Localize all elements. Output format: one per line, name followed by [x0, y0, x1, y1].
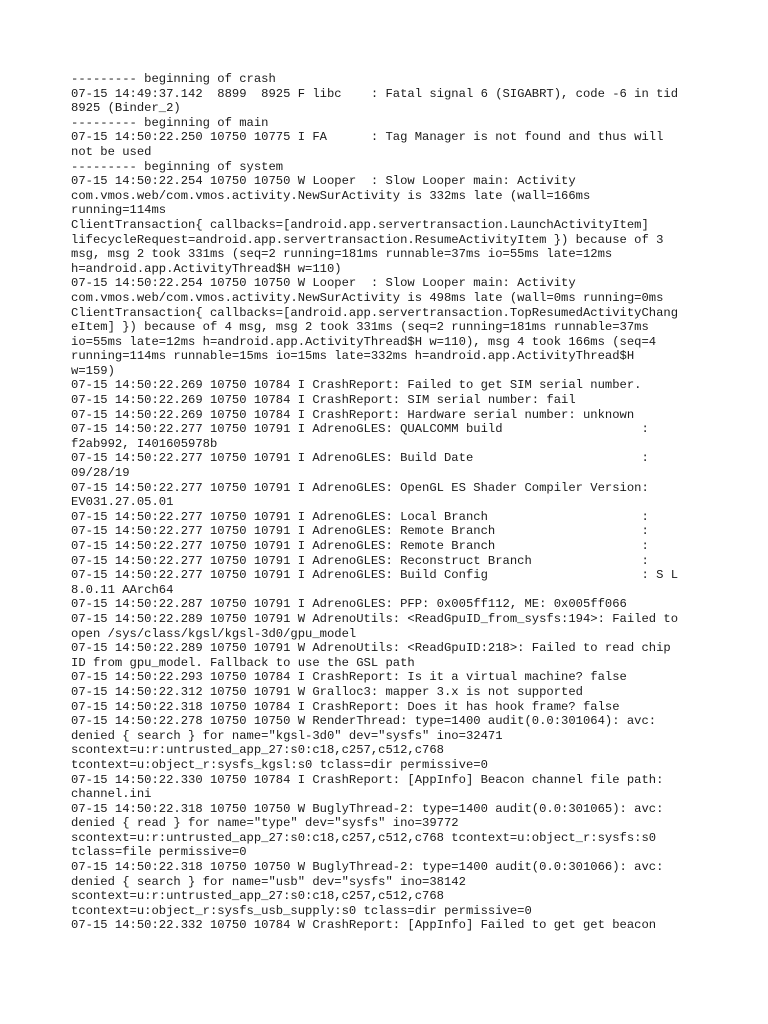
- log-line: 07-15 14:50:22.277 10750 10791 I AdrenoGLES: OpenGL ES Shader Compiler Version:: [71, 480, 649, 495]
- log-line: not be used: [71, 144, 152, 159]
- log-line: 07-15 14:50:22.277 10750 10791 I AdrenoGLES: Local Branch :: [71, 509, 649, 524]
- log-line: tcontext=u:object_r:sysfs_usb_supply:s0 tclass=dir permissive=0: [71, 903, 532, 918]
- log-line: 07-15 14:50:22.287 10750 10791 I AdrenoGLES: PFP: 0x005ff112, ME: 0x005ff066: [71, 597, 627, 612]
- log-line: 07-15 14:50:22.269 10750 10784 I CrashReport: Hardware serial number: unknown: [71, 407, 635, 422]
- log-line: 07-15 14:50:22.254 10750 10750 W Looper : Slow Looper main: Activity: [71, 174, 576, 189]
- log-line: --------- beginning of crash: [71, 72, 276, 86]
- log-line: running=114ms runnable=15ms io=15ms late=332ms h=android.app.ActivityThread$H: [71, 349, 635, 364]
- log-line: 8.0.11 AArch64: [71, 582, 174, 597]
- log-line: 07-15 14:50:22.318 10750 10750 W BuglyThread-2: type=1400 audit(0.0:301065): avc:: [71, 801, 664, 816]
- log-line: 07-15 14:50:22.250 10750 10775 I FA : Tag Manager is not found and thus will: [71, 130, 664, 145]
- log-line: com.vmos.web/com.vmos.activity.NewSurActivity is 498ms late (wall=0ms running=0ms: [71, 290, 664, 305]
- log-line: tclass=file permissive=0: [71, 845, 247, 860]
- log-line: 07-15 14:50:22.277 10750 10791 I AdrenoGLES: Reconstruct Branch :: [71, 553, 649, 568]
- log-line: 09/28/19: [71, 466, 130, 481]
- log-line: ID from gpu_model. Fallback to use the GSL path: [71, 655, 415, 670]
- log-line: 07-15 14:50:22.277 10750 10791 I AdrenoGLES: Remote Branch :: [71, 539, 649, 553]
- log-line: denied { read } for name="type" dev="sysfs" ino=39772: [71, 816, 459, 831]
- log-line: 07-15 14:50:22.277 10750 10791 I AdrenoGLES: Build Config : S L: [71, 568, 679, 583]
- log-line: 07-15 14:50:22.278 10750 10750 W RenderThread: type=1400 audit(0.0:301064): avc:: [71, 714, 657, 729]
- log-line: EV031.27.05.01: [71, 495, 174, 510]
- log-line: denied { search } for name="usb" dev="sysfs" ino=38142: [71, 874, 466, 889]
- log-line: channel.ini: [71, 787, 152, 802]
- log-text: [71, 72, 703, 933]
- log-line: scontext=u:r:untrusted_app_27:s0:c18,c257,c512,c768 tcontext=u:object_r:sysfs:s0: [71, 830, 657, 845]
- log-line: 07-15 14:49:37.142 8899 8925 F libc : Fatal signal 6 (SIGABRT), code -6 in tid: [71, 86, 679, 101]
- log-line: ClientTransaction{ callbacks=[android.app.servertransaction.TopResumedActivityChang: [71, 305, 679, 320]
- log-line: 07-15 14:50:22.289 10750 10791 W AdrenoUtils: <ReadGpuID:218>: Failed to read chip: [71, 641, 671, 656]
- log-line: msg, msg 2 took 331ms (seq=2 running=181ms runnable=37ms io=55ms late=12ms: [71, 247, 613, 262]
- log-line: 07-15 14:50:22.293 10750 10784 I CrashReport: Is it a virtual machine? false: [71, 670, 627, 685]
- log-line: 07-15 14:50:22.277 10750 10791 I AdrenoGLES: QUALCOMM build :: [71, 422, 649, 437]
- log-line: io=55ms late=12ms h=android.app.ActivityThread$H w=110), msg 4 took 166ms (seq=4: [71, 334, 657, 349]
- log-line: scontext=u:r:untrusted_app_27:s0:c18,c257,c512,c768: [71, 889, 444, 904]
- log-line: 07-15 14:50:22.289 10750 10791 W AdrenoUtils: <ReadGpuID_from_sysfs:194>: Failed to: [71, 611, 679, 626]
- log-line: com.vmos.web/com.vmos.activity.NewSurActivity is 332ms late (wall=166ms: [71, 188, 591, 203]
- log-line: 07-15 14:50:22.254 10750 10750 W Looper : Slow Looper main: Activity: [71, 276, 576, 291]
- log-line: h=android.app.ActivityThread$H w=110): [71, 261, 342, 276]
- log-line: open /sys/class/kgsl/kgsl-3d0/gpu_model: [71, 626, 357, 641]
- log-line: 07-15 14:50:22.330 10750 10784 I CrashReport: [AppInfo] Beacon channel file path:: [71, 772, 664, 787]
- log-line: --------- beginning of main: [71, 115, 269, 130]
- log-line: tcontext=u:object_r:sysfs_kgsl:s0 tclass=dir permissive=0: [71, 757, 488, 772]
- log-line: denied { search } for name="kgsl-3d0" dev="sysfs" ino=32471: [71, 728, 503, 743]
- log-line: 07-15 14:50:22.332 10750 10784 W CrashReport: [AppInfo] Failed to get get beacon: [71, 918, 657, 933]
- log-line: 07-15 14:50:22.318 10750 10750 W BuglyThread-2: type=1400 audit(0.0:301066): avc:: [71, 860, 664, 875]
- log-line: 8925 (Binder_2): [71, 101, 181, 116]
- log-line: eItem] }) because of 4 msg, msg 2 took 331ms (seq=2 running=181ms runnable=37ms: [71, 320, 649, 335]
- log-line: 07-15 14:50:22.269 10750 10784 I CrashReport: SIM serial number: fail: [71, 393, 576, 408]
- log-line: ClientTransaction{ callbacks=[android.app.servertransaction.LaunchActivityItem]: [71, 217, 649, 232]
- log-line: lifecycleRequest=android.app.servertransaction.ResumeActivityItem }) because of 3: [71, 232, 664, 247]
- log-line: 07-15 14:50:22.277 10750 10791 I AdrenoGLES: Build Date :: [71, 451, 649, 466]
- log-line: 07-15 14:50:22.277 10750 10791 I AdrenoGLES: Remote Branch :: [71, 524, 649, 539]
- log-line: 07-15 14:50:22.312 10750 10791 W Gralloc3: mapper 3.x is not supported: [71, 684, 583, 699]
- log-line: scontext=u:r:untrusted_app_27:s0:c18,c257,c512,c768: [71, 743, 444, 758]
- log-line: 07-15 14:50:22.269 10750 10784 I CrashReport: Failed to get SIM serial number.: [71, 378, 642, 393]
- log-line: w=159): [71, 363, 115, 378]
- log-line: f2ab992, I401605978b: [71, 436, 218, 451]
- log-line: --------- beginning of system: [71, 159, 284, 174]
- log-line: running=114ms: [71, 203, 167, 218]
- log-line: 07-15 14:50:22.318 10750 10784 I CrashReport: Does it has hook frame? false: [71, 699, 620, 714]
